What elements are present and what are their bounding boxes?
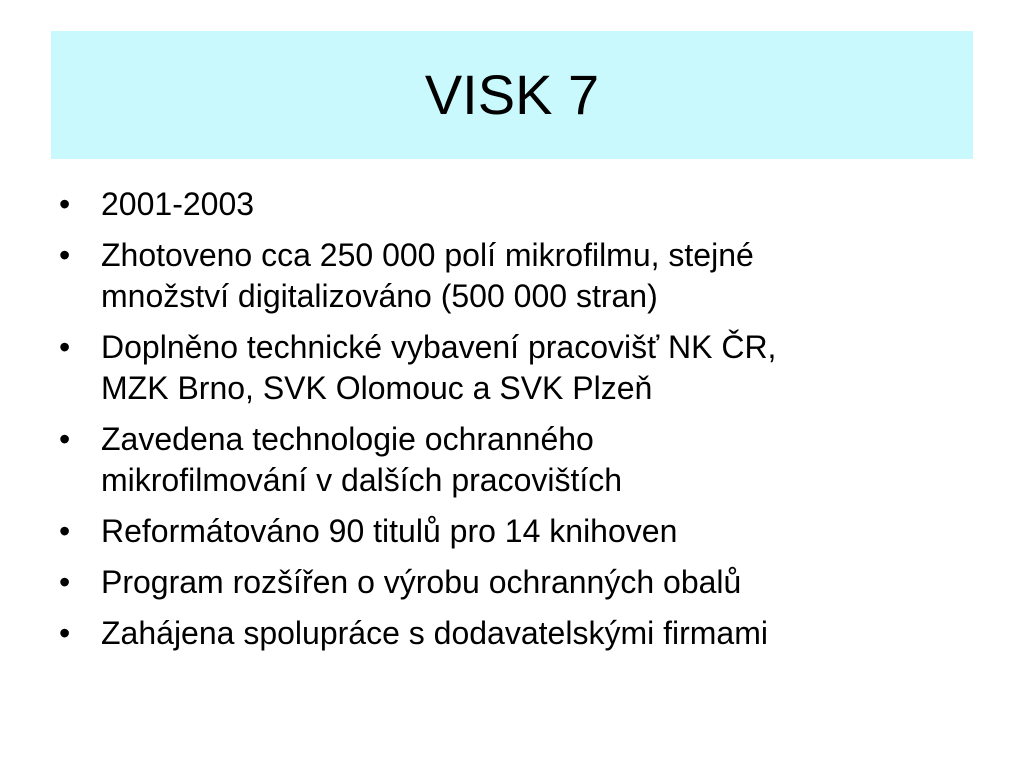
bullet-text: Zahájena spolupráce s dodavatelskými firmami bbox=[101, 615, 768, 651]
bullet-item-6 bbox=[57, 562, 977, 603]
bullet-icon: • bbox=[59, 421, 71, 457]
bullet-icon: • bbox=[59, 329, 71, 365]
bullet-item-2 bbox=[57, 235, 977, 317]
bullet-icon: • bbox=[59, 513, 71, 549]
bullet-list bbox=[57, 184, 977, 664]
bullet-text: 2001-2003 bbox=[101, 186, 255, 222]
bullet-text: Zhotoveno cca 250 000 polí mikrofilmu, stejné množství digitalizováno (500 000 stran) bbox=[101, 237, 754, 314]
bullet-text: Reformátováno 90 titulů pro 14 knihoven bbox=[101, 513, 678, 549]
bullet-item-3 bbox=[57, 327, 977, 409]
bullet-item-1 bbox=[57, 184, 977, 225]
bullet-item-4 bbox=[57, 419, 977, 501]
bullet-icon: • bbox=[59, 237, 71, 273]
bullet-icon: • bbox=[59, 615, 71, 651]
bullet-text: Doplněno technické vybavení pracovišť NK ČR, MZK Brno, SVK Olomouc a SVK Plzeň bbox=[101, 329, 777, 406]
bullet-icon: • bbox=[59, 564, 71, 600]
bullet-item-7 bbox=[57, 613, 977, 654]
title-banner bbox=[51, 31, 973, 159]
bullet-text: Program rozšířen o výrobu ochranných obalů bbox=[101, 564, 742, 600]
bullet-text: Zavedena technologie ochranného mikrofilmování v dalších pracovištích bbox=[101, 421, 623, 498]
bullet-icon: • bbox=[59, 186, 71, 222]
slide-title: VISK 7 bbox=[424, 63, 600, 126]
bullet-item-5 bbox=[57, 511, 977, 552]
